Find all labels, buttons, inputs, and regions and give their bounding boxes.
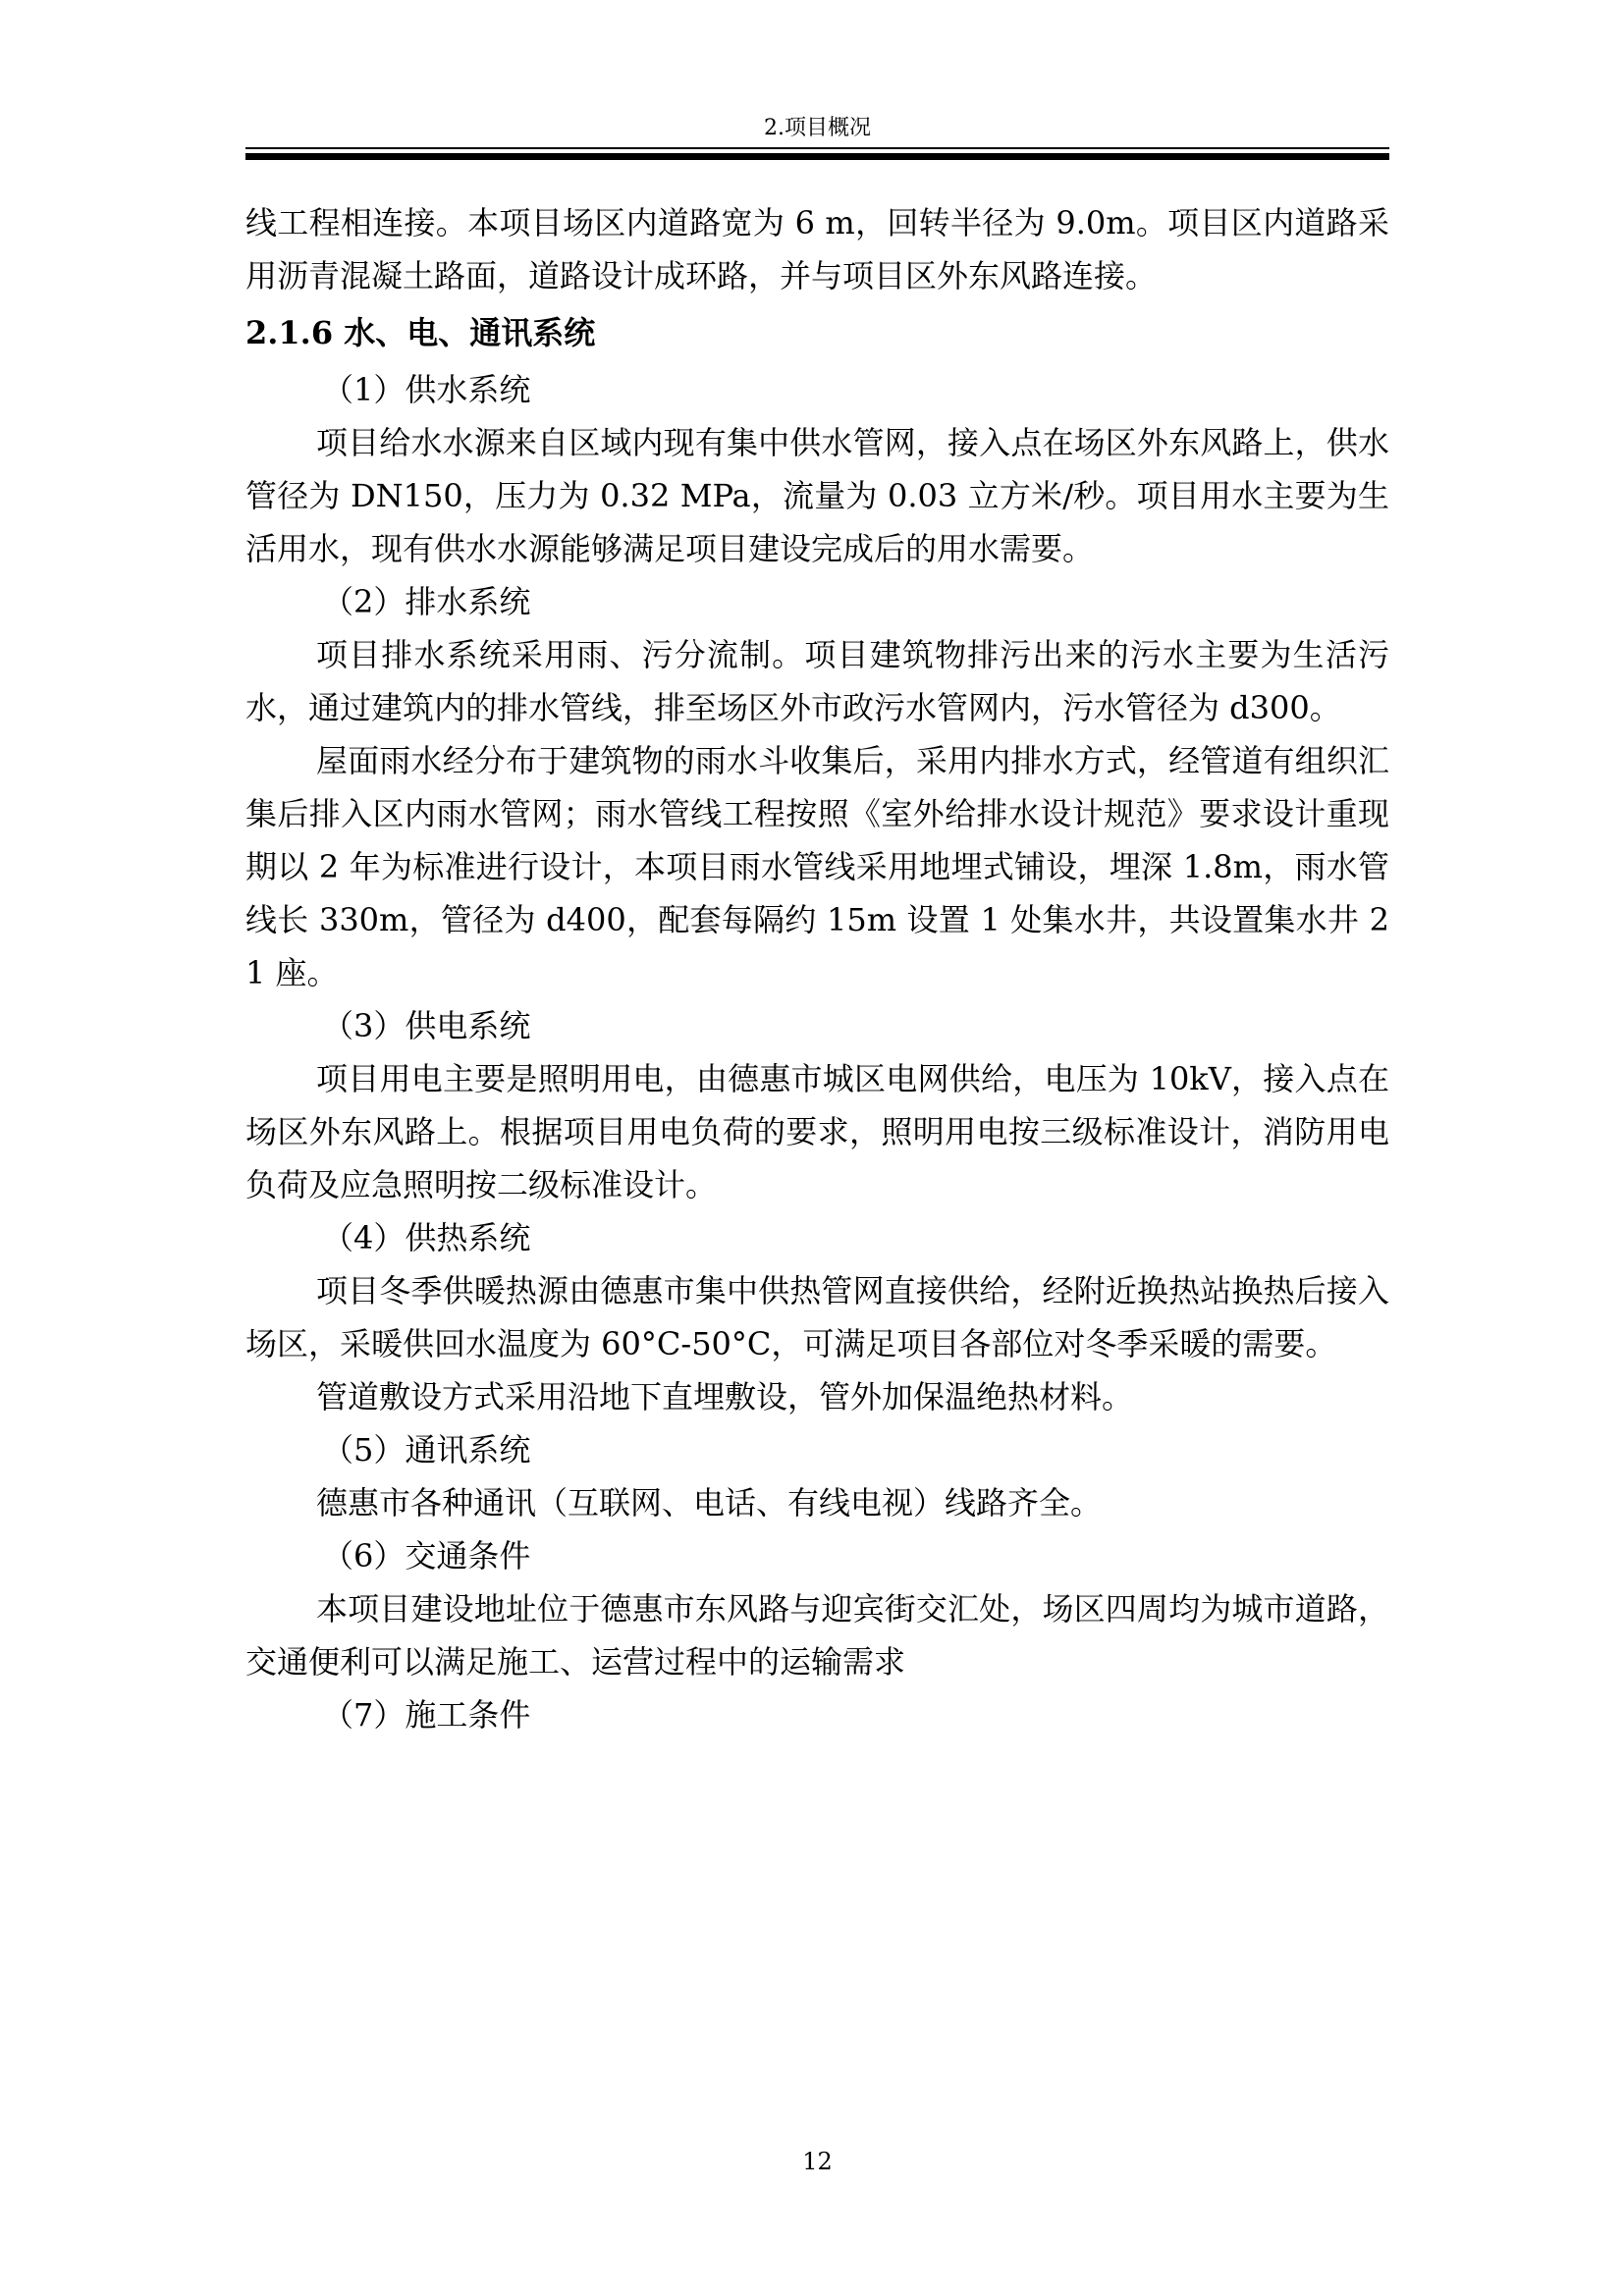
- paragraph-drainage-rainwater: 屋面雨水经分布于建筑物的雨水斗收集后，采用内排水方式，经管道有组织汇集后排入区内雨水管网；雨水管线工程按照《室外给排水设计规范》要求设计重现期以 2 年为标准进行设计，本项目雨水管线采用地埋式铺设，埋深 1.8m，雨水管线长 330m，管径为 d400，配套每隔约 15m 设置 1 处集水井，共设置集水井 21 座。: [245, 742, 1389, 991]
- paragraph-drainage-sewage: 项目排水系统采用雨、污分流制。项目建筑物排污出来的污水主要为生活污水，通过建筑内的排水管线，排至场区外市政污水管网内，污水管径为 d300。: [245, 636, 1389, 726]
- header-rule-thin: [245, 147, 1389, 149]
- subheading-water-supply: （1）供水系统: [322, 371, 531, 408]
- subheading-construction: （7）施工条件: [322, 1696, 531, 1734]
- paragraph-road: 线工程相连接。本项目场区内道路宽为 6 m，回转半径为 9.0m。项目区内道路采用沥青混凝土路面，道路设计成环路，并与项目区外东风路连接。: [245, 204, 1389, 294]
- header-rule-thick: [245, 153, 1389, 160]
- paragraph-traffic: 本项目建设地址位于德惠市东风路与迎宾街交汇处，场区四周均为城市道路，交通便利可以满足施工、运营过程中的运输需求: [245, 1590, 1389, 1681]
- subheading-drainage: （2）排水系统: [322, 583, 531, 620]
- page-number: 12: [802, 2148, 833, 2175]
- paragraph-heating-pipes: 管道敷设方式采用沿地下直埋敷设，管外加保温绝热材料。: [316, 1378, 1134, 1415]
- paragraph-water-supply: 项目给水水源来自区域内现有集中供水管网，接入点在场区外东风路上，供水管径为 DN150，压力为 0.32 MPa，流量为 0.03 立方米/秒。项目用水主要为生活用水，现有供水水源能够满足项目建设完成后的用水需要。: [245, 424, 1389, 567]
- paragraph-heating-source: 项目冬季供暖热源由德惠市集中供热管网直接供给，经附近换热站换热后接入场区，采暖供回水温度为 60°C-50°C，可满足项目各部位对冬季采暖的需要。: [245, 1272, 1389, 1362]
- paragraph-communication: 德惠市各种通讯（互联网、电话、有线电视）线路齐全。: [316, 1484, 1103, 1522]
- subheading-communication: （5）通讯系统: [322, 1431, 531, 1468]
- subheading-traffic: （6）交通条件: [322, 1537, 531, 1575]
- paragraph-power-supply: 项目用电主要是照明用电，由德惠市城区电网供给，电压为 10kV，接入点在场区外东风路上。根据项目用电负荷的要求，照明用电按三级标准设计，消防用电负荷及应急照明按二级标准设计。: [245, 1060, 1389, 1203]
- subheading-power-supply: （3）供电系统: [322, 1007, 531, 1044]
- subheading-heating: （4）供热系统: [322, 1219, 531, 1256]
- page-header: [245, 0, 1389, 163]
- document-body: [245, 196, 1389, 1741]
- section-heading-2-1-6: 2.1.6 水、电、通讯系统: [245, 314, 596, 351]
- header-title: 2.项目概况: [764, 116, 871, 140]
